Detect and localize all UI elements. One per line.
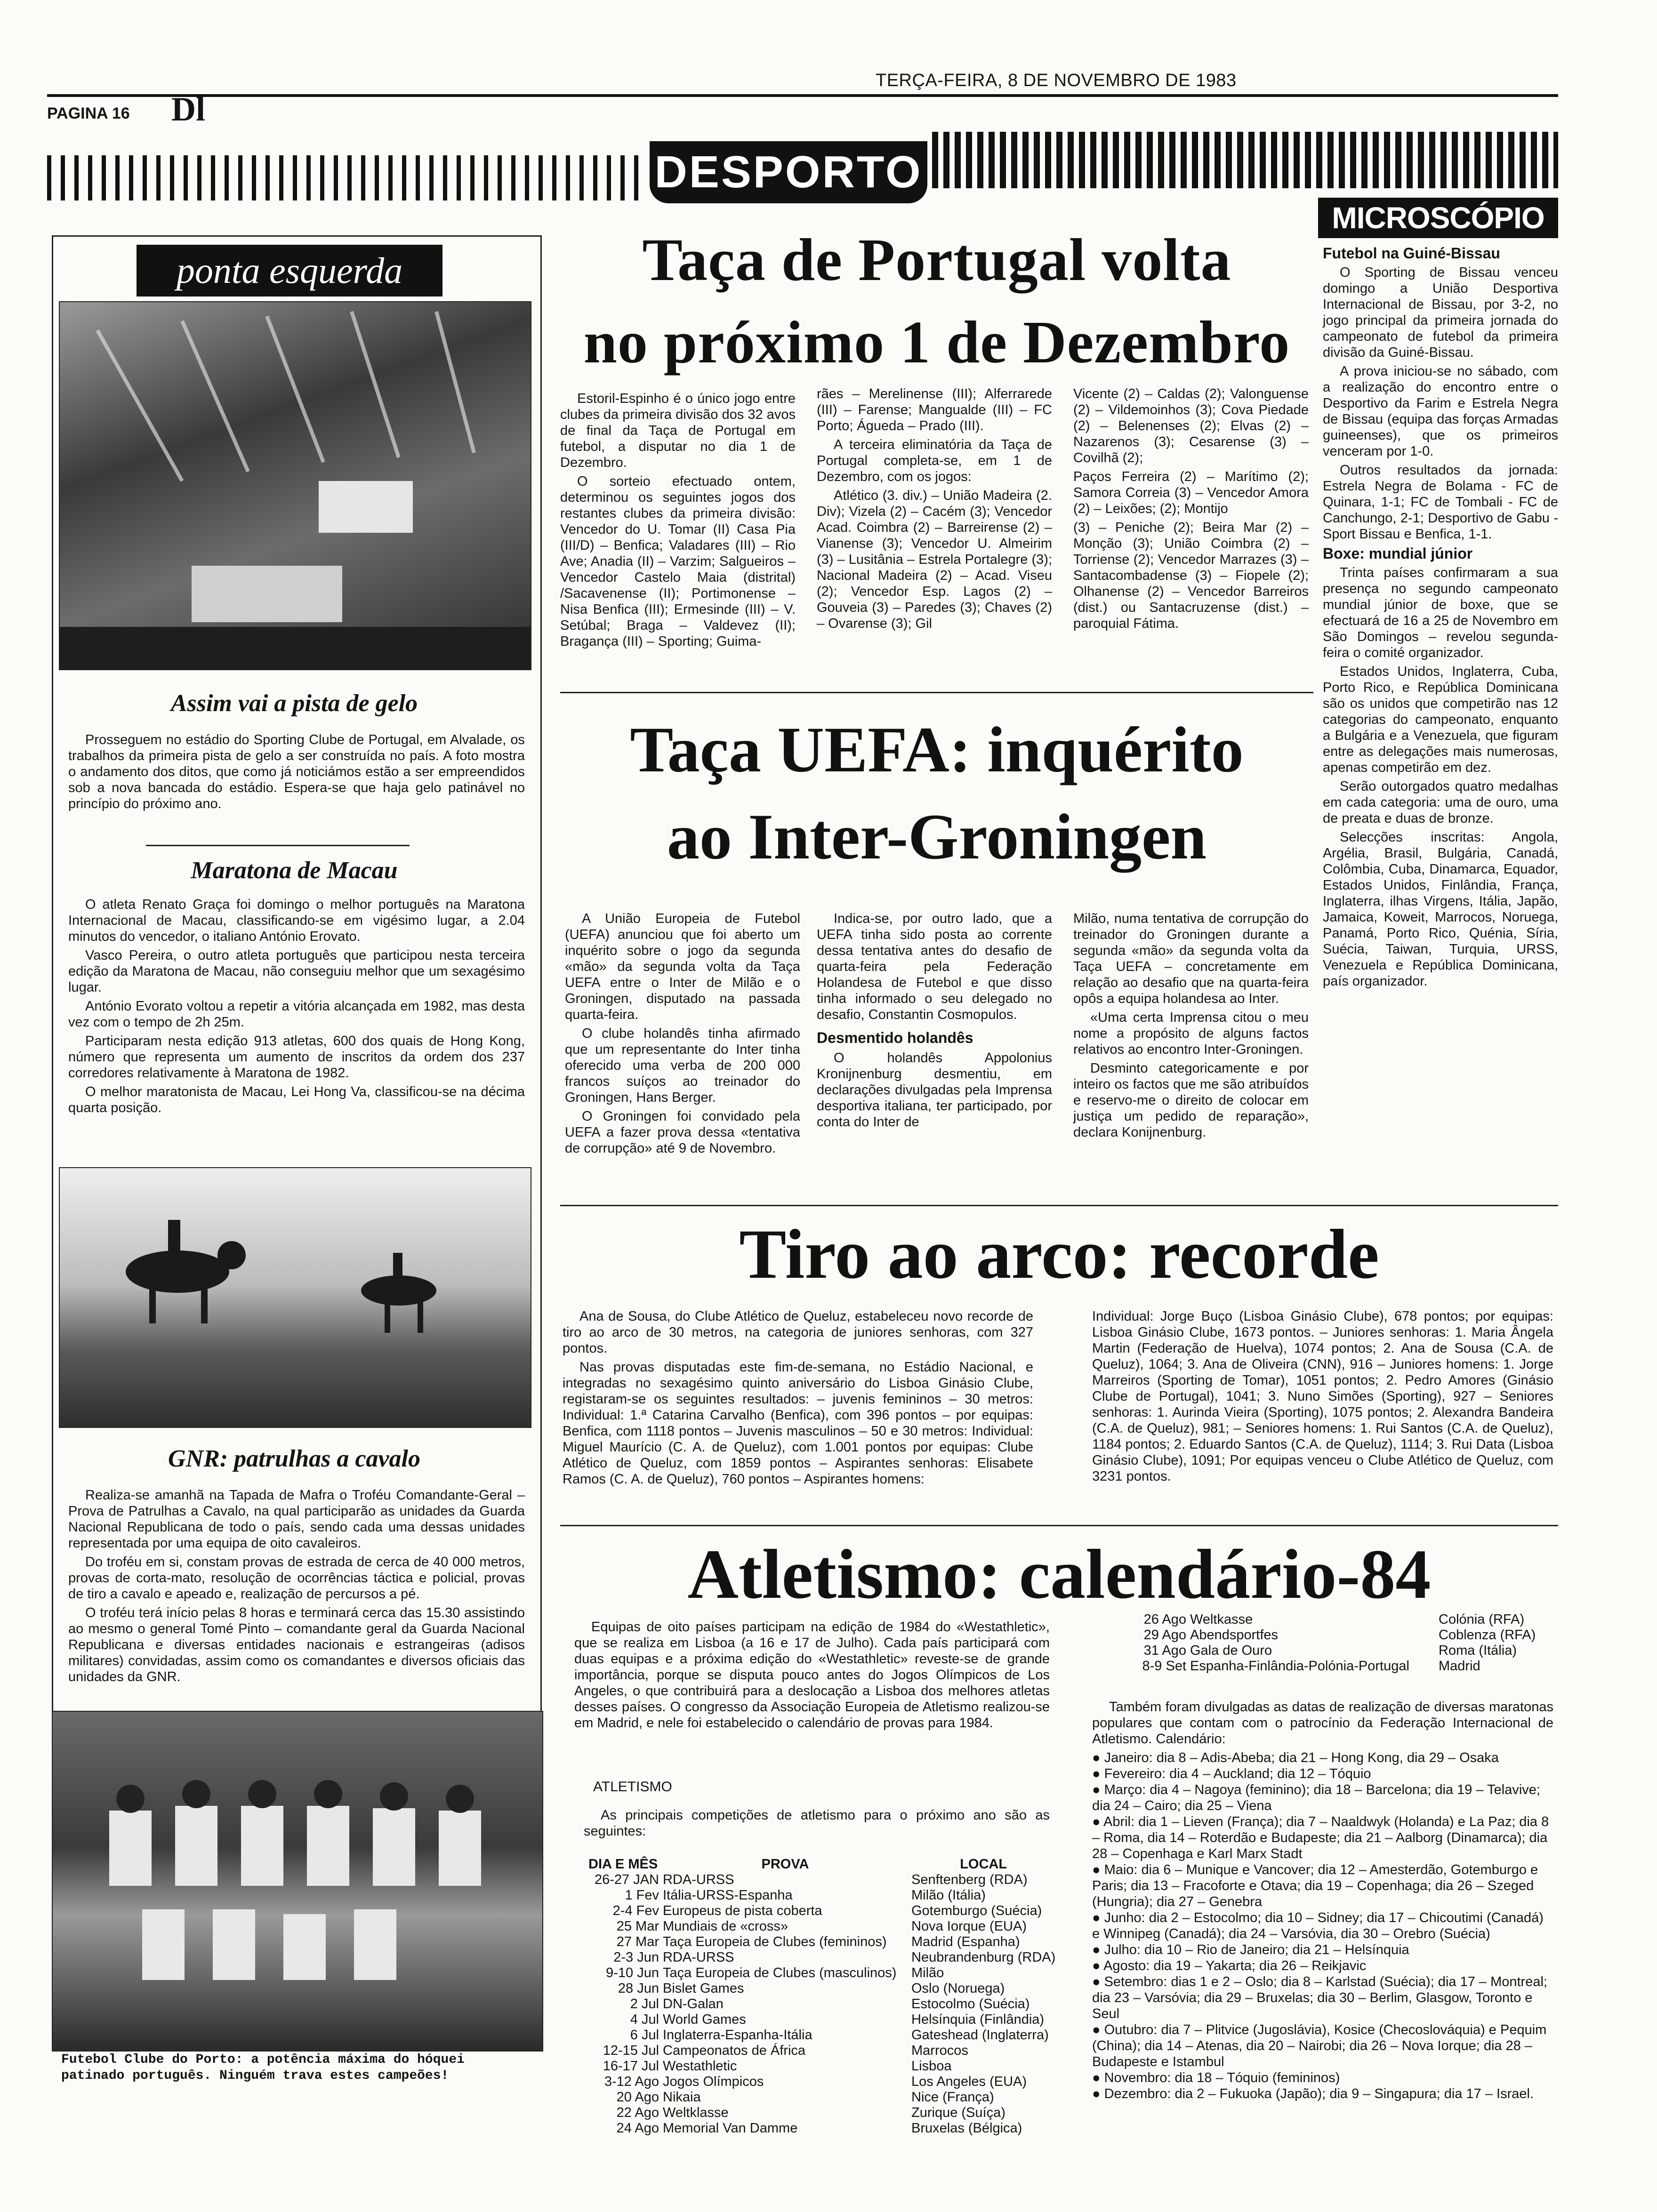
atletismo-intro-2 (584, 1807, 1050, 1842)
ponta-esquerda-label: ponta esquerda (137, 245, 442, 297)
cell-event: World Games (663, 2012, 746, 2027)
cell-location: Milão (911, 1965, 944, 1980)
cell-event: Taça Europeia de Clubes (femininos) (663, 1934, 887, 1949)
cell-date: 2-4 Fev (612, 1903, 659, 1918)
cell-event: DN-Galan (663, 1996, 724, 2012)
calendar-table-wrap (588, 1857, 1078, 2136)
paragraph: rães – Merelinense (III); Alferrarede (III) – Farense; Mangualde (III) – FC Porto; Águeda – Prado (III). (817, 386, 1052, 433)
headline-line: no próximo 1 de Dezembro (583, 309, 1290, 376)
paragraph: As principais competições de atletismo para o próximo ano são as seguintes: (584, 1808, 1050, 1839)
section-stripes-right (932, 132, 1558, 188)
cell-date: 16-17 Jul (603, 2059, 659, 2074)
micro-futebol-text (1323, 264, 1558, 542)
page-number: PAGINA 16 (47, 104, 130, 122)
list-item: ● Janeiro: dia 8 – Adis-Abeba; dia 21 – Hong Kong, dia 29 – Osaka (1092, 1750, 1499, 1765)
paragraph: Do troféu em si, constam provas de estrada de cerca de 40 000 metros, provas de corta-mato, resolução de ocorrências táctica e policial, provas de tiro a cavalo e apeado e, realização de percursos a pé. (68, 1555, 525, 1602)
paragraph: O Groningen foi convidado pela UEFA a fazer prova dessa «tentativa de corrupção» até 9 de Novembro. (565, 1109, 800, 1156)
cell-date: 9-10 Jun (606, 1965, 659, 1980)
paragraph: A prova iniciou-se no sábado, com a realização do encontro entre o Desportivo da Farim e Estrela Negra de Bissau (equipa das forças Armadas guineenses), que os primeiros venceram por 1-0. (1323, 364, 1558, 459)
maratonas-text (1092, 1699, 1553, 2102)
calendar-table-continued (1116, 1612, 1539, 1674)
paragraph: António Evorato voltou a repetir a vitória alcançada em 1982, mas desta vez com o tempo de 2h 25m. (68, 999, 525, 1030)
paragraph: Vasco Pereira, o outro atleta português que participou nesta terceira edição da Maratona de Macau, não conseguiu melhor que um sexagésimo lugar. (68, 948, 525, 995)
table-row (1116, 1659, 1539, 1674)
ice-rink-photo (59, 301, 531, 670)
atletismo-intro (574, 1619, 1050, 1734)
table-row (1116, 1627, 1539, 1643)
table-row (588, 2074, 1059, 2090)
table-row (588, 1919, 1059, 1934)
uefa-col-3 (1073, 911, 1309, 1143)
cell-date: 26 Ago (1143, 1612, 1186, 1627)
cell-date: 24 Ago (616, 2121, 659, 2136)
cell-location: Madrid (1439, 1659, 1480, 1674)
cell-date: 25 Mar (616, 1919, 659, 1934)
cell-event: Weltkasse (1190, 1612, 1253, 1627)
paragraph: A União Europeia de Futebol (UEFA) anunciou que foi aberto um inquérito sobre o jogo da segunda «mão» da segunda volta da Taça UEFA entre o Inter de Milão e o Groningen, disputado na passada quarta-feira. (565, 911, 800, 1022)
cell-location: Helsínquia (Finlândia) (911, 2012, 1045, 2027)
caption-hockey: Futebol Clube do Porto: a potência máxima do hóquei patinado português. Ninguém trava estes campeões! (61, 2052, 465, 2083)
table-row (588, 2059, 1059, 2074)
list-item: ● Março: dia 4 – Nagoya (feminino); dia 18 – Barcelona; dia 19 – Telavive; dia 24 – Cairo; dia 25 – Viena (1092, 1782, 1540, 1813)
paragraph: Estados Unidos, Inglaterra, Cuba, Porto Rico, e República Dominicana são os unidos que competirão nas 12 categorias do campeonato, enquanto a Bulgária e a Venezuela, que figuram entre as delegações mais numerosas, apenas competirão em dez. (1323, 664, 1558, 775)
cell-event: Itália-URSS-Espanha (663, 1888, 793, 1903)
cell-date: 27 Mar (616, 1934, 659, 1949)
paragraph: Individual: Jorge Buço (Lisboa Ginásio Clube), 678 pontos; por equipas: Lisboa Ginásio Clube, 1673 pontos. – Juniores senhoras: 1. Maria Ângela Martin (Federação de Huelva), 1074 pontos; 2. Ana de Sousa (C.A. de Queluz), 1064; 3. Ana de Oliveira (CNN), 916 – Juniores homens: 1. Jorge Marreiros (Sporting de Tomar), 1051 pontos; 2. Pedro Amores (Ginásio Clube de Portugal), 1041; 3. Nuno Simões (Sporting), 927 – Seniores senhoras: 1. Aurinda Vieira (Sporting), 1075 pontos; 2. Alexandra Bandeira (C.A. de Queluz), 981; – Seniores homens: 1. Rui Santos (C.A. de Queluz), 1184 pontos; 2. Eduardo Santos (C.A. de Queluz), 1114; 3. Rui Data (Lisboa Ginásio Clube), 1091; Por equipas venceu o Clube Atlético de Queluz, com 3231 pontos. (1092, 1309, 1553, 1484)
cell-event: Taça Europeia de Clubes (masculinos) (663, 1965, 897, 1980)
cell-location: Milão (Itália) (911, 1888, 986, 1903)
taca-col-2 (817, 386, 1052, 634)
cell-date: 4 Jul (630, 2012, 659, 2027)
table-header-row (588, 1857, 1059, 1872)
subheading-desmentido: Desmentido holandês (817, 1029, 973, 1046)
micro-heading-futebol: Futebol na Guiné-Bissau (1323, 245, 1500, 262)
table-row (588, 2043, 1059, 2059)
paragraph: Selecções inscritas: Angola, Argélia, Brasil, Bulgária, Canadá, Colômbia, Cuba, Dinamarca, Equador, Estados Unidos, Finlândia, França, Inglaterra, ilhas Virgens, Itália, Japão, Jamaica, Koweit, Marrocos, Noruega, Panamá, Porto Rico, Quénia, Síria, Suécia, Taiwan, Turquia, URSS, Venezuela e República Dominicana, país organizador. (1323, 830, 1558, 989)
cell-date: 29 Ago (1143, 1627, 1186, 1643)
table-row (1116, 1612, 1539, 1627)
paragraph: A terceira eliminatória da Taça de Portugal completa-se, em 1 de Dezembro, com os jogos: (817, 437, 1052, 484)
table-row (588, 1934, 1059, 1950)
cell-date: 31 Ago (1143, 1643, 1186, 1658)
cell-event: Campeonatos de África (663, 2043, 806, 2058)
cell-location: Senftenberg (RDA) (911, 1872, 1028, 1887)
paragraph: Realiza-se amanhã na Tapada de Mafra o Troféu Comandante-Geral – Prova de Patrulhas a Cavalo, na qual participarão as unidades da Guarda Nacional Republicana de todo o país, sendo cada uma dessas unidades representada por uma equipa de oito cavaleiros. (68, 1488, 525, 1551)
divider (560, 692, 1313, 693)
cell-location: Los Angeles (EUA) (911, 2074, 1027, 2089)
headline-atletismo: Atletismo: calendário-84 (687, 1535, 1431, 1613)
taca-col-1 (560, 391, 796, 652)
list-item: ● Outubro: dia 7 – Plitvice (Jugoslávia), Kosice (Checoslováquia) e Pequim (China); dia 14 – Atenas, dia 20 – Nairobi; dia 26 – Nova Iorque; dia 28 – Budapeste e Istambul (1092, 2022, 1547, 2069)
divider (560, 1205, 1558, 1206)
cell-location: Neubrandenburg (RDA) (911, 1950, 1056, 1965)
cell-location: Zurique (Suíça) (911, 2105, 1005, 2120)
micro-boxe-text (1323, 565, 1558, 989)
table-row (1116, 1643, 1539, 1659)
cell-event: Gala de Ouro (1190, 1643, 1272, 1658)
cell-location: Gateshead (Inglaterra) (911, 2028, 1049, 2043)
cell-date: 8-9 Set (1142, 1659, 1186, 1674)
paragraph: O clube holandês tinha afirmado que um representante do Inter tinha oferecido uma verba de 200 000 francos suíços ao treinador do Groningen, Hans Berger. (565, 1026, 800, 1105)
paragraph: Paços Ferreira (2) – Marítimo (2); Samora Correia (3) – Vencedor Amora (2) – Leixões; (2); Montijo (1073, 469, 1309, 516)
paragraph: Indica-se, por outro lado, que a UEFA tinha sido posta ao corrente dessa tentativa antes do desafio de quarta-feira pela Federação Holandesa de Futebol e que disso tinha informado o seu delegado no desafio, Constantin Cosmopulos. (817, 911, 1052, 1022)
cell-location: Lisboa (911, 2059, 952, 2074)
list-item: ● Setembro: dias 1 e 2 – Oslo; dia 8 – Karlstad (Suécia); dia 17 – Montreal; dia 23 – Varsóvia; dia 29 – Bruxelas; dia 30 – Berlim, Glasgow, Toronto e Seul (1092, 1974, 1547, 2021)
cell-event: RDA-URSS (663, 1950, 734, 1965)
micro-heading-boxe: Boxe: mundial júnior (1323, 545, 1473, 562)
cell-event: Weltklasse (663, 2105, 729, 2120)
cell-date: 20 Ago (616, 2090, 659, 2105)
microscopio-column (1323, 245, 1558, 992)
paragraph: (3) – Peniche (2); Beira Mar (2) – Monção (3); União Coimbra (2) – Torriense (2); Vencedor Marrazes (3) – Santacombadense (3) – Fiopele (2); Olhanense (2) – Vencedor Barreiros (dist.) ou Santacruzense (dist.) – paroquial Fátima. (1073, 520, 1309, 631)
cell-event: Mundiais de «cross» (663, 1919, 788, 1934)
paragraph: Prosseguem no estádio do Sporting Clube de Portugal, em Alvalade, os trabalhos da primeira pista de gelo a ser construída no país. A foto mostra o andamento dos ditos, que como já noticiámos estão a ser empreendidos sob a nova bancada do estádio. Espera-se que haja gelo patinável no princípio do próximo ano. (68, 732, 525, 811)
table-row (588, 1903, 1059, 1919)
column-header: PROVA (761, 1857, 809, 1872)
paragraph: Atlético (3. div.) – União Madeira (2. Div); Vizela (2) – Cacém (3); Vencedor Acad. Coimbra (2) – Barreirense (2) – Vianense (3); Vencedor U. Almeirim (3) – Lusitânia – Estrela Portalegre (3); Nacional Madeira (2) – Acad. Viseu (2); Vencedor Esp. Lagos (2) – Gouveia (3) – Paredes (3); Chaves (2) – Ovarense (3); Gil (817, 488, 1052, 631)
caption-gnr: GNR: patrulhas a cavalo (168, 1445, 420, 1472)
headline-tiro-arco: Tiro ao arco: recorde (739, 1215, 1379, 1293)
paragraph: Milão, numa tentativa de corrupção do treinador do Groningen durante a segunda «mão» da segunda volta da Taça UEFA – concretamente em relação ao desafio que na quarta-feira opôs a equipa holandesa ao Inter. (1073, 911, 1309, 1006)
calendar-table-wrap-2 (1116, 1612, 1558, 1674)
column-header: DIA E MÊS (588, 1857, 658, 1872)
cell-event: Nikaia (663, 2090, 701, 2105)
list-item: ● Junho: dia 2 – Estocolmo; dia 10 – Sidney; dia 17 – Chicoutimi (Canadá) e Winnipeg (Canadá); dia 24 – Varsóvia, dia 30 – Orebro (Suécia) (1092, 1910, 1544, 1941)
cell-location: Marrocos (911, 2043, 968, 2058)
divider (146, 845, 410, 846)
table-row (588, 2012, 1059, 2028)
table-row (588, 1965, 1059, 1981)
calendar-table-body (1116, 1612, 1539, 1674)
table-row (588, 1950, 1059, 1965)
list-item: ● Agosto: dia 19 – Yakarta; dia 26 – Reikjavic (1092, 1958, 1367, 1973)
cell-date: 22 Ago (616, 2105, 659, 2120)
table-row (588, 1981, 1059, 1996)
hockey-team-photo (52, 1711, 543, 2052)
cell-location: Coblenza (RFA) (1439, 1627, 1536, 1643)
table-row (588, 2121, 1059, 2136)
table-row (588, 2105, 1059, 2121)
calendar-table-body (588, 1872, 1059, 2136)
table-row (588, 1872, 1059, 1888)
calendar-table (588, 1857, 1059, 2136)
caption-pista-gelo: Assim vai a pista de gelo (170, 690, 418, 717)
paragraph: Equipas de oito países participam na edição de 1984 do «Westathletic», que se realiza em Lisboa (a 16 e 17 de Julho). Cada país participará com duas equipas e a próxima edição do «Westathletic» reveste-se de grande importância, porque se disputa pouco antes do Jogos Olímpicos de Los Angeles, o que contribuirá para a deslocação a Lisboa dos melhores atletas desses países. O congresso da Associação Europeia de Atletismo realizou-se em Madrid, e nele foi estabelecido o calendário de provas para 1984. (574, 1619, 1050, 1731)
headline-line: Taça UEFA: inquérito (630, 713, 1244, 785)
list-item: ● Abril: dia 1 – Lieven (França); dia 7 – Naaldwyk (Holanda) e La Paz; dia 8 – Roma, dia 14 – Roterdão e Budapeste; dia 21 – Aalborg (Dinamarca); dia 28 – Copenhaga e Karl Marx Stadt (1092, 1814, 1549, 1861)
paragraph: O holandês Appolonius Kronijnenburg desmentiu, em declarações divulgadas pela Imprensa desportiva italiana, ter participado, por conta do Inter de (817, 1050, 1052, 1130)
section-title: DESPORTO (650, 141, 927, 203)
cell-date: 6 Jul (630, 2028, 659, 2043)
paragraph: O sorteio efectuado ontem, determinou os seguintes jogos dos restantes clubes da primeira divisão: Vencedor do U. Tomar (II) Casa Pia (III/D) – Benfica; Valadares (III) – Rio Ave; Anadia (II) – Varzim; Salgueiros – Vencedor Castelo Maia (distrital) /Sacavenense (II); Portimonense – Nisa Benfica (III); Ermesinde (III) – V. Setúbal; Braga – Valdevez (II); Bragança (III) – Sporting; Guima- (560, 474, 796, 649)
tiro-col-1 (563, 1308, 1033, 1490)
headline-line: ao Inter-Groningen (667, 801, 1207, 873)
cell-location: Colónia (RFA) (1439, 1612, 1525, 1627)
cell-location: Bruxelas (Bélgica) (911, 2121, 1022, 2136)
cell-event: Inglaterra-Espanha-Itália (663, 2028, 812, 2043)
cell-event: Westathletic (663, 2059, 737, 2074)
paragraph: Serão outorgados quatro medalhas em cada categoria: uma de ouro, uma de preata e duas de bronze. (1323, 779, 1558, 826)
cell-date: 12-15 Jul (603, 2043, 659, 2058)
cell-date: 2 Jul (630, 1996, 659, 2012)
caption-maratona-macau: Maratona de Macau (191, 857, 398, 884)
tiro-col-2 (1092, 1308, 1553, 1487)
table-row (588, 2028, 1059, 2043)
cell-date: 1 Fev (625, 1888, 659, 1903)
cell-date: 2-3 Jun (613, 1950, 659, 1965)
paragraph: O Sporting de Bissau venceu domingo a União Desportiva Internacional de Bissau, por 3-2, no jogo principal da primeira jornada do campeonato de futebol da primeira divisão da Guiné-Bissau. (1323, 265, 1558, 360)
paragraph: O melhor maratonista de Macau, Lei Hong Va, classificou-se na décima quarta posição. (68, 1084, 525, 1115)
cell-location: Oslo (Noruega) (911, 1981, 1005, 1996)
cell-location: Estocolmo (Suécia) (911, 1996, 1030, 2012)
headline-taca-uefa (560, 706, 1313, 880)
cell-location: Nova Iorque (EUA) (911, 1919, 1027, 1934)
cell-event: Espanha-Finlândia-Polónia-Portugal (1190, 1659, 1409, 1674)
paragraph: Desminto categoricamente e por inteiro os factos que me são atribuídos e reservo-me o direito de colocar em justiça um pedido de reparação», declara Konijnenburg. (1073, 1061, 1309, 1140)
maratonas-list (1092, 1750, 1553, 2102)
ice-rink-construction-icon (60, 302, 531, 669)
cell-event: Memorial Van Damme (663, 2121, 798, 2136)
table-row (588, 1996, 1059, 2012)
list-item: ● Julho: dia 10 – Rio de Janeiro; dia 21 – Helsínquia (1092, 1942, 1409, 1957)
microscopio-label: MICROSCÓPIO (1318, 198, 1558, 238)
paragraph: O atleta Renato Graça foi domingo o melhor português na Maratona Internacional de Macau, classificando-se em vigésimo lugar, a 2.04 minutos do vencedor, o italiano António Erovato. (68, 897, 525, 944)
paragraph: Estoril-Espinho é o único jogo entre clubes da primeira divisão dos 32 avos de final da Taça de Portugal em futebol, a disputar no dia 1 de Dezembro. (560, 391, 796, 470)
paragraph: «Uma certa Imprensa citou o meu nome a propósito de alguns factos relativos ao encontro Inter-Groningen. (1073, 1010, 1309, 1057)
uefa-col-2 (817, 911, 1052, 1133)
cell-location: Nice (França) (911, 2090, 994, 2105)
cell-event: Abendsportfes (1190, 1627, 1279, 1643)
cell-location: Gotemburgo (Suécia) (911, 1903, 1042, 1918)
page-date: TERÇA-FEIRA, 8 DE NOVEMBRO DE 1983 (876, 71, 1237, 90)
team-players-icon (53, 1712, 542, 2051)
cell-event: Europeus de pista coberta (663, 1903, 822, 1918)
horse-rider-icon (60, 1168, 531, 1427)
section-stripes-left (47, 155, 645, 200)
article-pista-gelo (68, 732, 525, 815)
horse-patrol-photo (59, 1167, 531, 1428)
cell-date: 28 Jun (618, 1981, 659, 1996)
list-item: ● Dezembro: dia 2 – Fukuoka (Japão); dia 9 – Singapura; dia 17 – Israel. (1092, 2086, 1534, 2101)
uefa-col-1 (565, 911, 800, 1159)
atletismo-label: ATLETISMO (593, 1779, 672, 1795)
paragraph: Trinta países confirmaram a sua presença no segundo campeonato mundial júnior de boxe, que se efectuará de 16 a 25 de Novembro em São Domingos – revelou segunda-feira o comité organizador. (1323, 565, 1558, 660)
headline-taca-portugal (560, 219, 1313, 384)
list-item: ● Fevereiro: dia 4 – Auckland; dia 12 – Tóquio (1092, 1766, 1371, 1781)
table-row (588, 1888, 1059, 1903)
divider (560, 1525, 1558, 1526)
cell-date: 26-27 JAN (594, 1872, 659, 1887)
article-gnr (68, 1487, 525, 1688)
column-header: LOCAL (960, 1857, 1007, 1872)
paragraph: Ana de Sousa, do Clube Atlético de Queluz, estabeleceu novo recorde de tiro ao arco de 30 metros, na categoria de juniores senhoras, com 327 pontos. (563, 1309, 1033, 1356)
newspaper-logo: Dl (171, 90, 205, 128)
cell-event: Bislet Games (663, 1981, 744, 1996)
cell-location: Roma (Itália) (1439, 1643, 1517, 1658)
cell-event: Jogos Olímpicos (663, 2074, 764, 2089)
paragraph: Nas provas disputadas este fim-de-semana, no Estádio Nacional, e integradas no sexagésimo quinto aniversário do Lisboa Ginásio Clube, registaram-se os seguintes resultados: – juvenis femininos – 30 metros: Individual: 1.ª Catarina Carvalho (Benfica), com 396 pontos – por equipas: Benfica, com 1118 pontos – Juvenis masculinos – 50 e 30 metros: Individual: Miguel Maurício (C. A. de Queluz), com 1.001 pontos por equipas: Clube Atlético de Queluz, com 1859 pontos – Aspirantes senhoras: Elisabete Ramos (C. A. de Queluz), 760 pontos – Aspirantes homens: (563, 1360, 1033, 1487)
list-item: ● Maio: dia 6 – Munique e Vancover; dia 12 – Amesterdão, Gotemburgo e Paris; dia 13 – Fracoforte e Otava; dia 19 – Copenhaga; dia 26 – Szeged (Hungria); dia 27 – Genebra (1092, 1862, 1538, 1909)
header-rule (47, 94, 1558, 97)
list-item: ● Novembro: dia 18 – Tóquio (femininos) (1092, 2070, 1340, 2085)
paragraph: Outros resultados da jornada: Estrela Negra de Bolama - FC de Quinara, 1-1; FC de Tombali - FC de Canchungo, 2-1; Desportivo de Gabu - Sport Bissau e Benfica, 1-1. (1323, 463, 1558, 542)
paragraph: O troféu terá início pelas 8 horas e terminará cerca das 15.30 assistindo ao mesmo o general Tomé Pinto – comandante geral da Guarda Nacional Republicana e diversas entidades nacionais e estrangeiras (adisos militares) convidadas, assim como os comandantes e diversos oficiais das unidades da GNR. (68, 1605, 525, 1684)
paragraph: Também foram divulgadas as datas de realização de diversas maratonas populares que contam com o patrocínio da Federação Internacional de Atletismo. Calendário: (1092, 1699, 1553, 1747)
cell-location: Madrid (Espanha) (911, 1934, 1020, 1949)
cell-event: RDA-URSS (663, 1872, 734, 1887)
paragraph: Vicente (2) – Caldas (2); Valonguense (2) – Vildemoinhos (3); Cova Piedade (2) – Belenenses (2); Elvas (2) – Nazarenos (3); Cesarense (3) – Covilhã (2); (1073, 386, 1309, 465)
taca-col-3 (1073, 386, 1309, 634)
table-row (588, 2090, 1059, 2105)
cell-date: 3-12 Ago (604, 2074, 659, 2089)
paragraph: Participaram nesta edição 913 atletas, 600 dos quais de Hong Kong, número que representa um aumento de inscritos da ordem dos 237 corredores relativamente à Maratona de 1982. (68, 1034, 525, 1081)
article-maratona (68, 897, 525, 1119)
headline-line: Taça de Portugal volta (642, 226, 1231, 293)
